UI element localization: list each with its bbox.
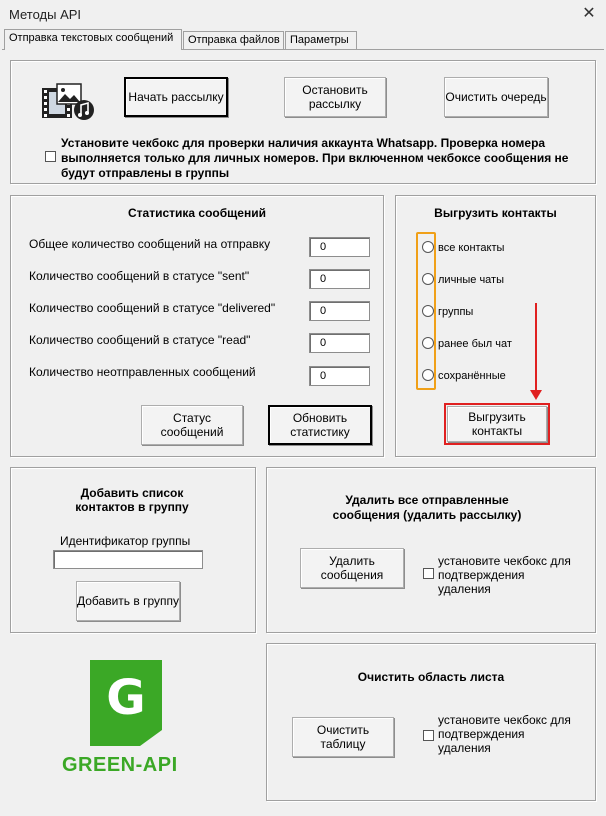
group-id-field[interactable] (53, 550, 203, 569)
group-id-label: Идентификатор группы (60, 534, 191, 548)
stats-sent-label: Количество сообщений в статусе "sent" (29, 269, 250, 283)
stats-read-field[interactable]: 0 (309, 333, 370, 353)
refresh-stats-button[interactable]: Обновить статистику (268, 405, 372, 445)
stats-read-label: Количество сообщений в статусе "read" (29, 333, 251, 347)
media-film-image-music-icon (40, 82, 98, 122)
stats-sent-field[interactable]: 0 (309, 269, 370, 289)
radio-saved[interactable] (422, 369, 434, 381)
stats-unsent-field[interactable]: 0 (309, 366, 370, 386)
stats-total-field[interactable]: 0 (309, 237, 370, 257)
delete-messages-button[interactable]: Удалить сообщения (300, 548, 404, 588)
whatsapp-check-text: Установите чекбокс для проверки наличия аккаунта Whatsapp. Проверка номера выполняется только для личных номеров. При включенном чекбоксе сообщения не будут отправлены в группы (61, 136, 569, 180)
tab-parameters[interactable]: Параметры (285, 31, 357, 49)
tab-send-files[interactable]: Отправка файлов (183, 31, 284, 49)
option-saved-label: сохранённые (438, 370, 506, 382)
clear-confirm-checkbox[interactable] (423, 730, 434, 741)
delete-confirm-checkbox[interactable] (423, 568, 434, 579)
clear-queue-button[interactable]: Очистить очередь (444, 77, 548, 117)
clear-confirm-text: установите чекбокс для подтверждения удаления (438, 713, 571, 755)
green-api-logo-icon (90, 660, 162, 746)
start-broadcast-button[interactable]: Начать рассылку (124, 77, 228, 117)
red-arrow-icon (535, 303, 537, 391)
green-api-logo-text: GREEN-API (62, 754, 178, 776)
radio-all-contacts[interactable] (422, 241, 434, 253)
radio-groups[interactable] (422, 305, 434, 317)
export-contacts-button[interactable]: Выгрузить контакты (447, 406, 547, 442)
delete-confirm-text: установите чекбокс для подтверждения удаления (438, 554, 571, 596)
clear-table-button[interactable]: Очистить таблицу (292, 717, 394, 757)
delete-sent-title: Удалить все отправленные сообщения (удалить рассылку) (332, 493, 522, 522)
window-title: Методы API (9, 7, 82, 22)
add-group-title: Добавить список контактов в группу (75, 486, 189, 514)
status-messages-button[interactable]: Статус сообщений (141, 405, 243, 445)
stop-broadcast-button[interactable]: Остановить рассылку (284, 77, 386, 117)
stats-total-label: Общее количество сообщений на отправку (29, 237, 271, 251)
stats-delivered-label: Количество сообщений в статусе "delivered" (29, 301, 276, 315)
stats-unsent-label: Количество неотправленных сообщений (29, 365, 256, 379)
whatsapp-check-checkbox[interactable] (45, 151, 56, 162)
close-icon[interactable]: ✕ (582, 5, 596, 22)
stats-delivered-field[interactable]: 0 (309, 301, 370, 321)
option-all-contacts-label: все контакты (438, 242, 505, 254)
logo-letter: G (106, 670, 146, 726)
red-arrow-head-icon (530, 390, 542, 400)
title-bar (0, 0, 606, 28)
option-groups-label: группы (438, 306, 474, 318)
radio-previous-chat[interactable] (422, 337, 434, 349)
add-to-group-button[interactable]: Добавить в группу (76, 581, 180, 621)
export-title: Выгрузить контакты (434, 206, 557, 220)
option-personal-chats-label: личные чаты (438, 274, 504, 286)
radio-personal-chats[interactable] (422, 273, 434, 285)
option-previous-chat-label: ранее был чат (438, 338, 512, 350)
tab-text-messages[interactable]: Отправка текстовых сообщений (4, 29, 182, 50)
stats-title: Статистика сообщений (128, 206, 266, 220)
clear-sheet-title: Очистить область листа (357, 670, 505, 684)
